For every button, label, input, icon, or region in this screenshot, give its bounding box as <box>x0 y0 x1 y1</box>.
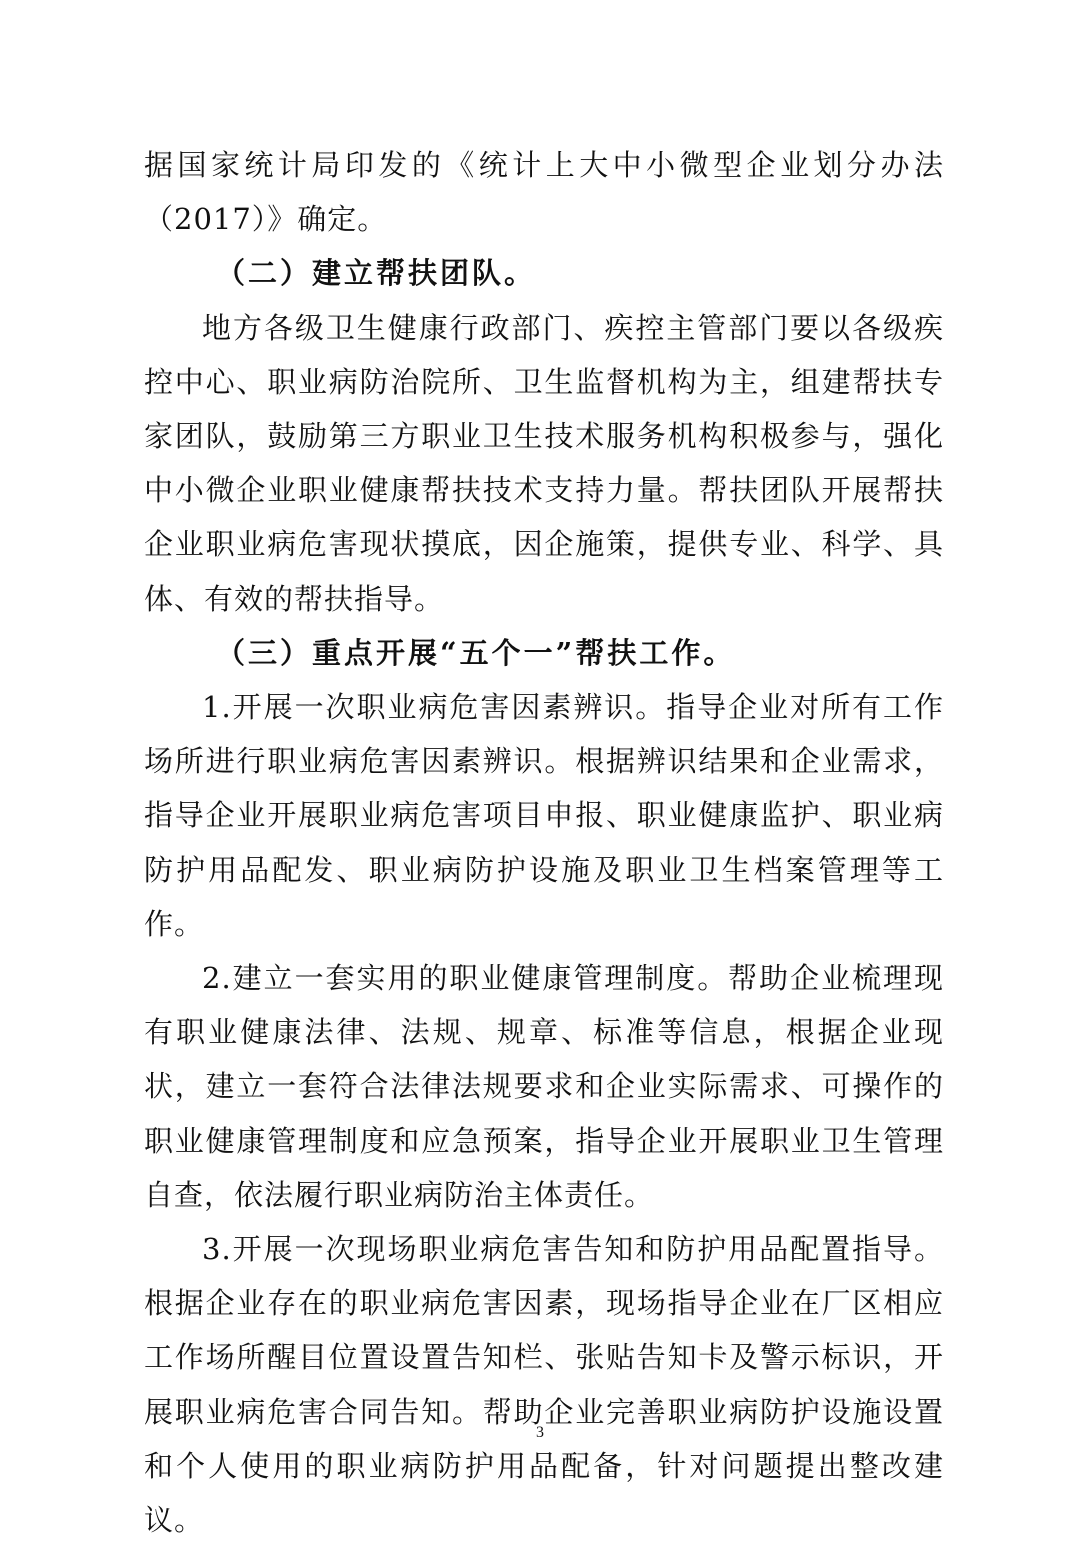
paragraph-item-2: 2.建立一套实用的职业健康管理制度。帮助企业梳理现有职业健康法律、法规、规章、标准等信息，根据企业现状，建立一套符合法律法规要求和企业实际需求、可操作的职业健康管理制度和应急预案，指导企业开展职业卫生管理自查，依法履行职业病防治主体责任。 <box>144 961 944 1212</box>
section-heading-2: （二）建立帮扶团队。 <box>216 256 537 291</box>
paragraph-item-3: 3.开展一次现场职业病危害告知和防护用品配置指导。根据企业存在的职业病危害因素，现场指导企业在厂区相应工作场所醒目位置设置告知栏、张贴告知卡及警示标识，开展职业病危害合同告知。帮助企业完善职业病防护设施设置和个人使用的职业病防护用品配备，针对问题提出整改建议。 <box>144 1232 944 1538</box>
page-number: 3 <box>536 1424 544 1441</box>
paragraph-build-team: 地方各级卫生健康行政部门、疾控主管部门要以各级疾控中心、职业病防治院所、卫生监督机构为主，组建帮扶专家团队，鼓励第三方职业卫生技术服务机构积极参与，强化中小微企业职业健康帮扶技术支持力量。帮扶团队开展帮扶企业职业病危害现状摸底，因企施策，提供专业、科学、具体、有效的帮扶指导。 <box>144 310 944 616</box>
paragraph-item-1: 1.开展一次职业病危害因素辨识。指导企业对所有工作场所进行职业病危害因素辨识。根据辨识结果和企业需求，指导企业开展职业病危害项目申报、职业健康监护、职业病防护用品配发、职业病防护设施及职业卫生档案管理等工作。 <box>144 690 944 941</box>
paragraph-continuation: 据国家统计局印发的《统计上大中小微型企业划分办法（2017）》确定。 <box>144 148 944 237</box>
section-heading-3: （三）重点开展“五个一”帮扶工作。 <box>216 635 736 670</box>
document-body <box>144 138 944 1547</box>
